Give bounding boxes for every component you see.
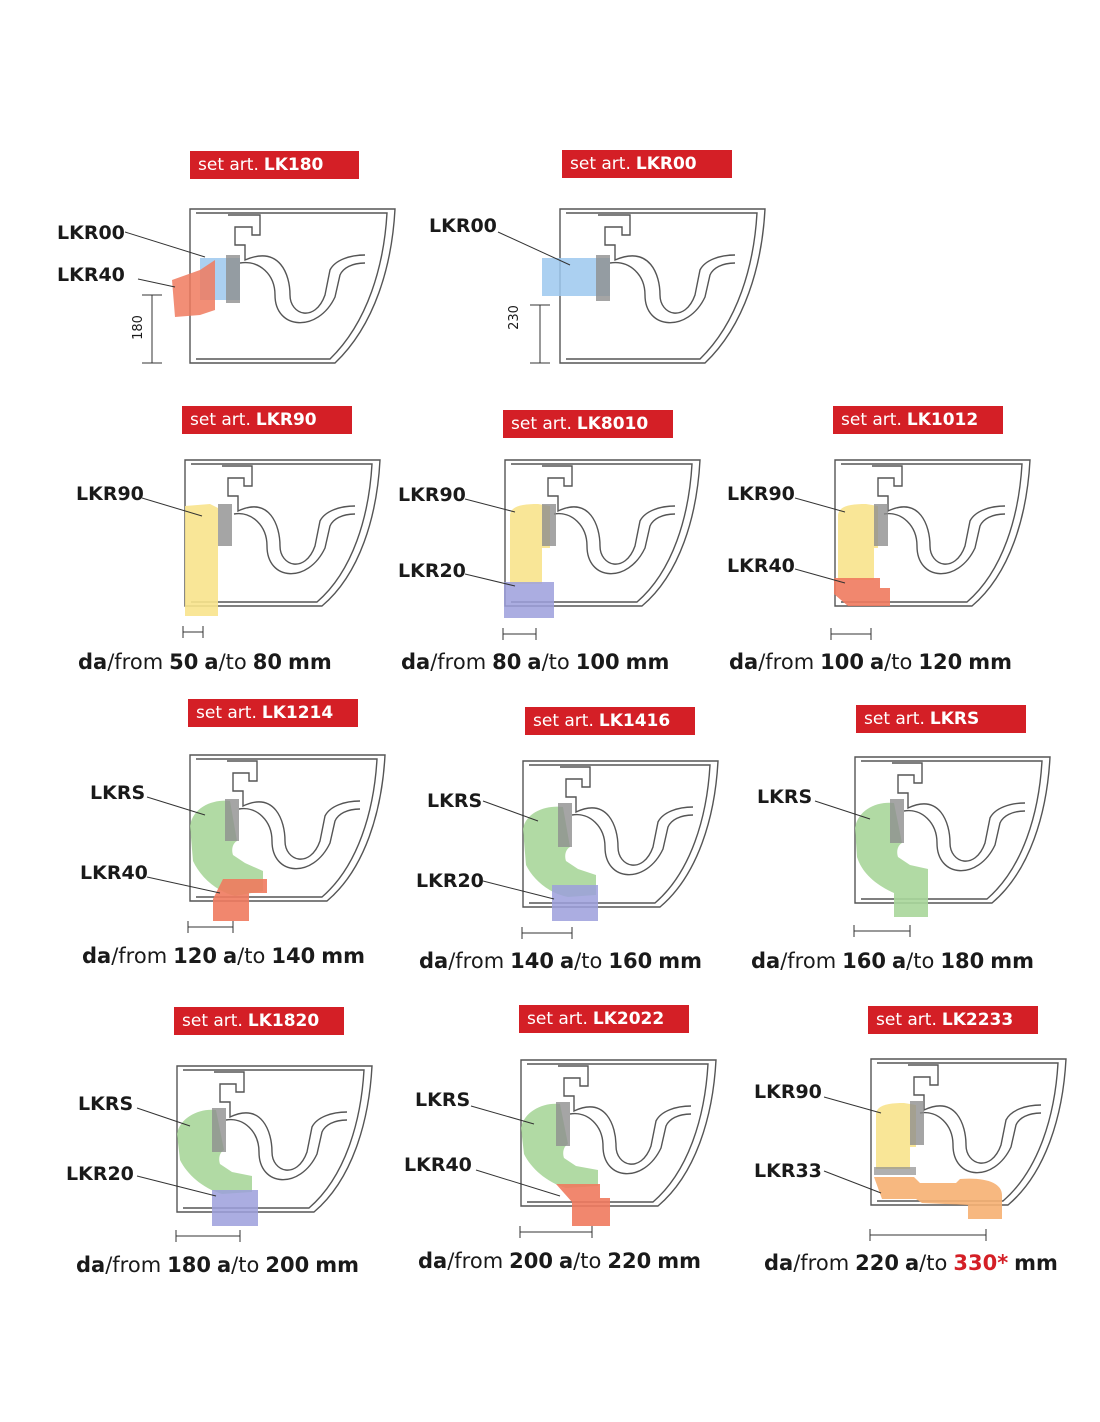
label-lkr40: LKR40 xyxy=(80,862,148,884)
label-lkrs: LKRS xyxy=(757,786,813,808)
set-badge-lkr90 xyxy=(182,406,352,434)
set-prefix: set art. xyxy=(182,1011,243,1031)
fitting xyxy=(910,1101,924,1145)
label-lkr20: LKR20 xyxy=(416,870,484,892)
height-dimension: 230 xyxy=(506,305,522,330)
fitting xyxy=(225,799,239,841)
range-text-lk8010: da/from 80 a/to 100 mm xyxy=(401,650,670,674)
part-lkr20 xyxy=(504,582,554,618)
toilet-diagram-lk1214 xyxy=(145,751,395,941)
fitting xyxy=(226,255,240,303)
set-code: LK1214 xyxy=(261,703,334,723)
set-badge-lkr00 xyxy=(562,150,732,178)
label-lkr90: LKR90 xyxy=(727,483,795,505)
set-prefix: set art. xyxy=(527,1009,588,1029)
fitting xyxy=(542,504,556,546)
fitting xyxy=(596,255,610,301)
toilet-diagram-lk1820 xyxy=(132,1062,382,1252)
set-prefix: set art. xyxy=(198,155,259,175)
set-code: LK8010 xyxy=(576,414,649,434)
label-lkrs: LKRS xyxy=(415,1089,471,1111)
label-lkr90: LKR90 xyxy=(398,484,466,506)
part-lkr40 xyxy=(556,1184,610,1226)
label-lkr90: LKR90 xyxy=(76,483,144,505)
set-badge-lk2022 xyxy=(519,1005,689,1033)
part-lkr20 xyxy=(552,885,598,921)
label-lkr40: LKR40 xyxy=(727,555,795,577)
range-text-lk1820: da/from 180 a/to 200 mm xyxy=(76,1253,359,1277)
fitting xyxy=(556,1102,570,1146)
label-lkr33: LKR33 xyxy=(754,1160,822,1182)
range-text-lk1012: da/from 100 a/to 120 mm xyxy=(729,650,1012,674)
part-lkr40 xyxy=(172,260,215,317)
set-code: LK1820 xyxy=(247,1011,320,1031)
set-badge-lk1820 xyxy=(174,1007,344,1035)
range-text-lkr90: da/from 50 a/to 80 mm xyxy=(78,650,332,674)
set-badge-lk1214 xyxy=(188,699,358,727)
set-prefix: set art. xyxy=(190,410,251,430)
label-lkr00: LKR00 xyxy=(57,222,125,244)
fitting xyxy=(218,504,232,546)
set-code: LK2233 xyxy=(941,1010,1014,1030)
part-lkr90 xyxy=(838,504,878,580)
fitting xyxy=(890,799,904,843)
label-lkr90: LKR90 xyxy=(754,1081,822,1103)
range-text-lk2022: da/from 200 a/to 220 mm xyxy=(418,1249,701,1273)
set-prefix: set art. xyxy=(570,154,631,174)
set-badge-lk1012 xyxy=(833,406,1003,434)
set-code: LK2022 xyxy=(592,1009,665,1029)
set-code: LKRS xyxy=(929,709,980,729)
set-badge-lk2233 xyxy=(868,1006,1038,1034)
part-lkr33 xyxy=(874,1177,1002,1219)
toilet-diagram-lk1416 xyxy=(478,757,728,947)
height-dimension: 180 xyxy=(130,315,146,340)
label-lkr20: LKR20 xyxy=(66,1163,134,1185)
set-code: LK1012 xyxy=(906,410,979,430)
label-lkr20: LKR20 xyxy=(398,560,466,582)
set-badge-lk1416 xyxy=(525,707,695,735)
part-lkr40 xyxy=(213,879,267,921)
range-text-lk1214: da/from 120 a/to 140 mm xyxy=(82,944,365,968)
set-prefix: set art. xyxy=(511,414,572,434)
fitting xyxy=(874,504,888,546)
set-code: LKR00 xyxy=(635,154,697,174)
set-code: LK1416 xyxy=(598,711,671,731)
toilet-diagram-lk2233 xyxy=(826,1055,1076,1245)
set-badge-lk180 xyxy=(190,151,359,179)
toilet-diagram-lkr90 xyxy=(140,456,390,646)
label-lkrs: LKRS xyxy=(78,1093,134,1115)
set-badge-lk8010 xyxy=(503,410,673,438)
fitting xyxy=(874,1167,916,1175)
range-text-lk2233: da/from 220 a/to 330* mm xyxy=(764,1251,1058,1275)
range-text-lk1416: da/from 140 a/to 160 mm xyxy=(419,949,702,973)
part-lkr90 xyxy=(185,504,218,616)
label-lkrs: LKRS xyxy=(427,790,483,812)
set-code: LK180 xyxy=(263,155,324,175)
set-prefix: set art. xyxy=(533,711,594,731)
set-prefix: set art. xyxy=(841,410,902,430)
toilet-diagram-lk8010 xyxy=(460,456,710,646)
toilet-diagram-lkr00 xyxy=(510,205,770,370)
label-lkr40: LKR40 xyxy=(57,264,125,286)
label-lkr40: LKR40 xyxy=(404,1154,472,1176)
set-badge-lkrs xyxy=(856,705,1026,733)
fitting xyxy=(212,1108,226,1152)
toilet-diagram-lk1012 xyxy=(790,456,1040,646)
toilet-diagram-lk180 xyxy=(140,205,400,370)
label-lkr00: LKR00 xyxy=(429,215,497,237)
toilet-diagram-lk2022 xyxy=(476,1056,726,1246)
label-lkrs: LKRS xyxy=(90,782,146,804)
range-text-lkrs: da/from 160 a/to 180 mm xyxy=(751,949,1034,973)
fitting xyxy=(558,803,572,847)
set-prefix: set art. xyxy=(876,1010,937,1030)
set-code: LKR90 xyxy=(255,410,317,430)
toilet-diagram-lkrs xyxy=(810,753,1060,943)
set-prefix: set art. xyxy=(196,703,257,723)
set-prefix: set art. xyxy=(864,709,925,729)
part-lkr20 xyxy=(212,1190,258,1226)
